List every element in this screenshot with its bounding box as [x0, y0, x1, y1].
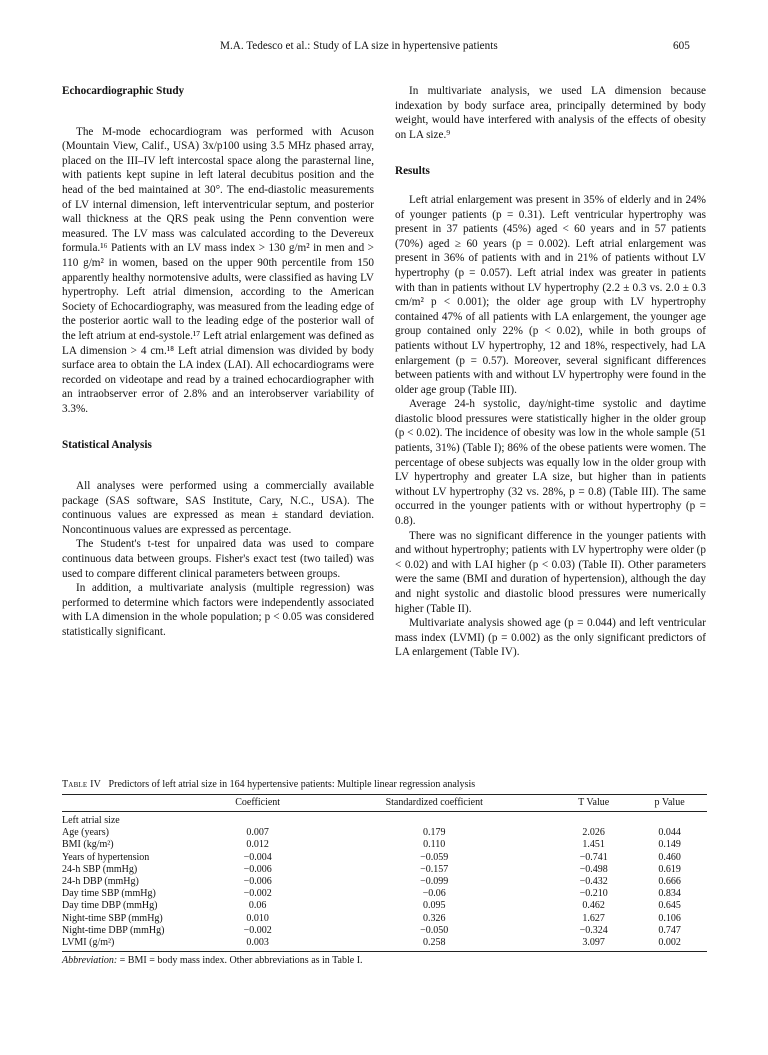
table-cell: 0.002 — [632, 937, 707, 952]
table-cell: 0.179 — [422, 827, 446, 839]
table-cell: 0.326 — [422, 912, 446, 924]
row-label: 24-h DBP (mmHg) — [62, 876, 139, 888]
header-cell: Standardized coefficient — [313, 795, 555, 812]
table-caption — [62, 778, 707, 791]
multivariate-paragraph: In multivariate analysis, we used LA dimension because indexation by body surface area, principally determined by body weight, would have interfered with analysis of the effects of obesity on LA size.⁹ — [395, 85, 706, 141]
table-cell: −0.498 — [579, 863, 608, 875]
row-label: BMI (kg/m²) — [62, 839, 114, 851]
table-cell: −0.432 — [579, 876, 608, 888]
table-cell: 2.026 — [582, 827, 605, 839]
table-cell: −0.06 — [422, 888, 446, 900]
table-cell: 1.451 — [582, 839, 605, 851]
results-paragraph-4: Multivariate analysis showed age (p = 0.044) and left ventricular mass index (LVMI) (p = 0.002) as the only significant predictors of LA enlargement (Table IV). — [395, 617, 706, 659]
header-cell — [62, 795, 202, 812]
stat-paragraph-1: All analyses were performed using a commercially available package (SAS software, SAS Institute, Cary, N.C., USA). The continuous values are expressed as mean ± standard deviation. Noncontinuous values are expressed as percentage. — [62, 480, 374, 536]
table-cell: −0.099 — [420, 876, 449, 888]
table-row — [62, 827, 707, 839]
table-cell: 0.06 — [248, 900, 267, 912]
table-cell: 0.010 — [246, 912, 269, 924]
row-label: Day time SBP (mmHg) — [62, 888, 156, 900]
results-paragraph-3: There was no significant difference in the younger patients with and without hypertrophy; patients with LV hypertrophy were older (p < 0.02) and with LAI higher (p < 0.03) (Table II). Other parameters were the same (BMI and duration of hypertension), although the day and night systolic and diastolic blood pressures were numerically higher (Table II). — [395, 529, 706, 615]
table-iv — [62, 778, 707, 966]
table-caption-text: Predictors of left atrial size in 164 hypertensive patients: Multiple linear regression analysis — [108, 779, 476, 790]
table-cell: −0.006 — [243, 863, 272, 875]
table-cell: −0.006 — [243, 876, 272, 888]
table-cell: 0.007 — [246, 827, 269, 839]
table-cell: 0.095 — [422, 900, 446, 912]
row-label: 24-h SBP (mmHg) — [62, 863, 138, 875]
table-cell: 0.834 — [658, 888, 681, 900]
table-cell: −0.741 — [579, 851, 608, 863]
table-cell: −0.157 — [420, 863, 449, 875]
header-cell: T Value — [555, 795, 632, 812]
results-paragraph-2: Average 24-h systolic, day/night-time systolic and daytime diastolic blood pressures were statistically higher in the older group (p < 0.02). The incidence of obesity was low in the whole sample (51 patients, 31%) (Table I); 86% of the obese patients were women. The percentage of obese subjects was equally low in the older group with LV hypertrophy and greater LA size, but higher than in patients without LV hypertrophy (32 vs. 28%, p = 0.8) (Table III). The same occurred in the younger patients with or without hypertrophy (p = 0.8). — [395, 398, 706, 528]
table-cell: 0.460 — [658, 851, 681, 863]
table-cell: 0.106 — [658, 912, 681, 924]
table-row — [62, 852, 707, 864]
table-cell: 1.627 — [582, 912, 605, 924]
table-row — [62, 839, 707, 851]
table-row — [62, 864, 707, 876]
table-cell: 0.258 — [313, 937, 555, 952]
page-number: 605 — [673, 40, 690, 52]
regression-table — [62, 794, 707, 952]
table-row — [62, 888, 707, 900]
table-cell: −0.002 — [243, 924, 272, 936]
stat-paragraph-2: The Student's t-test for unpaired data was used to compare continuous data between groups. Fisher's exact test (two tailed) was used to compare different clinical parameters between groups. — [62, 538, 374, 580]
running-head — [0, 40, 768, 56]
table-row — [62, 937, 707, 952]
table-row — [62, 900, 707, 912]
table-cell: 0.619 — [658, 863, 681, 875]
row-label: Years of hypertension — [62, 851, 150, 863]
footnote-label: Abbreviation: — [62, 955, 118, 967]
table-cell: 0.645 — [658, 900, 681, 912]
table-cell: −0.004 — [243, 851, 272, 863]
table-cell: 0.044 — [658, 827, 681, 839]
table-cell: 0.666 — [658, 876, 681, 888]
running-head-title: M.A. Tedesco et al.: Study of LA size in hypertensive patients — [220, 40, 498, 52]
table-cell: −0.059 — [420, 851, 449, 863]
table-cell: −0.050 — [420, 924, 449, 936]
echo-paragraph: The M-mode echocardiogram was performed with Acuson (Mountain View, Calif., USA) 3x/p100 using 3.5 MHz phased array, placed on the III–IV left intercostal space along the parasternal line, with patients kept supine in left lateral decubitus position and the head of the bed maintained at 30°. The end-diastolic measurements of LV internal dimension, left interventricular septum, and posterior wall thickness at the QRS peak using the Penn convention were measured. The LV mass was calculated according to the Devereux formula.¹⁶ Patients with an LV mass index > 130 g/m² in men and > 110 g/m² in women, based on the upper 90th percentile from 150 apparently healthy normotensive adults, were classified as having LV hypertrophy. Left atrial dimension, according to the American Society of Echocardiography, was measured from the leading edge of the posterior aortic wall to the leading edge of the posterior wall of the left atrium at end-systole.¹⁷ Left atrial enlargement was defined as LA dimension > 4 cm.¹⁸ Left atrial dimension was divided by body surface area to obtain the LA index (LAI). All echocardiograms were recorded on videotape and read by a trained echocardiographer with an intraobserver error of 2.8% and an interobserver variability of 3.3%. — [62, 125, 374, 415]
table-cell: −0.002 — [243, 888, 272, 900]
table-cell: 0.110 — [423, 839, 446, 851]
stat-paragraph-3: In addition, a multivariate analysis (multiple regression) was performed to determine which factors were independently associated with LA dimension in the whole population; p < 0.05 was considered statistically significant. — [62, 582, 374, 638]
row-label: LVMI (g/m²) — [62, 937, 202, 952]
stat-heading: Statistical Analysis — [62, 439, 152, 452]
table-row — [62, 925, 707, 937]
table-cell: −0.324 — [579, 924, 608, 936]
table-row — [62, 876, 707, 888]
footnote-text: = BMI = body mass index. Other abbreviations as in Table I. — [117, 955, 363, 967]
table-header-row — [62, 795, 707, 812]
row-label: Night-time SBP (mmHg) — [62, 912, 163, 924]
header-cell: Coefficient — [202, 795, 313, 812]
row-label: Age (years) — [62, 827, 109, 839]
table-label: Table IV — [62, 779, 102, 790]
group-label: Left atrial size — [62, 815, 120, 826]
row-label: Day time DBP (mmHg) — [62, 900, 158, 912]
table-row — [62, 913, 707, 925]
row-label: Night-time DBP (mmHg) — [62, 924, 165, 936]
right-column — [395, 84, 706, 660]
header-cell: p Value — [632, 795, 707, 812]
table-footnote — [62, 955, 707, 966]
table-cell: 0.149 — [658, 839, 681, 851]
table-cell: 0.462 — [582, 900, 605, 912]
table-cell: 0.012 — [246, 839, 269, 851]
left-column — [62, 84, 374, 640]
results-paragraph-1: Left atrial enlargement was present in 35% of elderly and in 24% of younger patients (p = 0.31). Left ventricular hypertrophy was present in 37 patients (45%) aged < 60 years and in 57 patients (70%) aged ≥ 60 years (p = 0.002). Left atrial enlargement was present in 36% of patients with and in 21% of patients without LV hypertrophy (p = 0.057). Left atrial index was greater in patients with than in patients without LV hypertrophy (2.2 ± 0.3 vs. 2.0 ± 0.3 cm/m² p < 0.001); the older age group with LV hypertrophy contained 47% of all patients with LA enlargement, the younger age group contained only 22% (p < 0.02), while in both groups of patients without LV hypertrophy, 12 and 18%, respectively, had LA enlargement (p = 0.57). Moreover, several significant differences between patients with and without LV hypertrophy were found in the older age group (Table III). — [395, 193, 706, 396]
table-cell: 0.747 — [658, 924, 681, 936]
table-group-row — [62, 812, 707, 828]
table-cell: 3.097 — [555, 937, 632, 952]
echo-heading: Echocardiographic Study — [62, 85, 185, 97]
results-heading: Results — [395, 165, 430, 178]
table-cell: 0.003 — [202, 937, 313, 952]
table-cell: −0.210 — [579, 888, 608, 900]
